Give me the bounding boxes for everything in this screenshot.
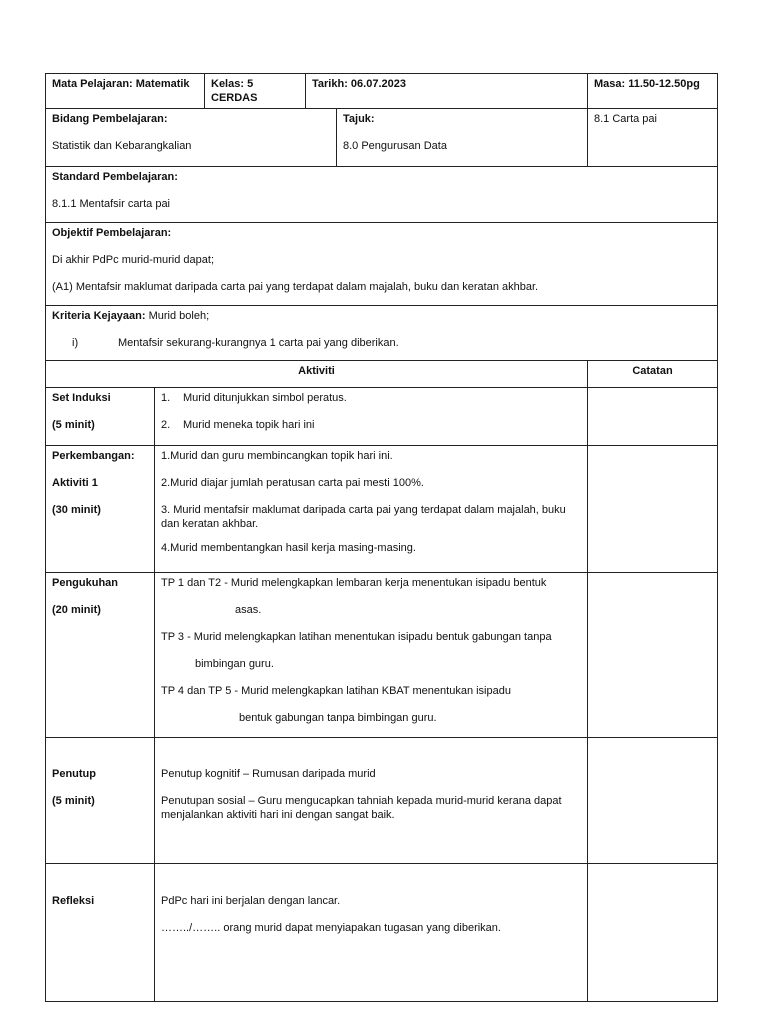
objective-line2: (A1) Mentafsir maklumat daripada carta pai yang terdapat dalam majalah, buku dan keratan akhbar. [52,281,539,293]
induction-activity-cell [155,388,588,446]
closure-cognitive: Penutup kognitif – Rumusan daripada murid [161,768,376,780]
criteria-item-text: Mentafsir sekurang-kurangnya 1 carta pai yang diberikan. [118,337,399,349]
reflection-line1: PdPc hari ini berjalan dengan lancar. [161,895,341,907]
closure-activity-cell [155,738,588,864]
header-row [46,74,718,109]
criteria-heading [52,309,711,323]
closure-social: Penutupan sosial – Guru mengucapkan tahniah kepada murid-murid kerana dapat menjalankan aktiviti hari ini dengan sangat baik. [161,795,562,821]
activity-header-row [46,361,718,388]
development-sub: Aktiviti 1 [52,477,98,489]
lesson-plan-table [45,73,718,1002]
standard-cell [46,167,718,223]
reinforcement-title: Pengukuhan [52,577,119,589]
reinforcement-tp3: TP 3 - Murid melengkapkan latihan menentukan isipadu bentuk gabungan tanpa [161,631,552,643]
criteria-cell [46,306,718,361]
development-item-4: 4.Murid membentangkan hasil kerja masing-masing. [161,542,416,554]
reflection-title: Refleksi [52,895,95,907]
reflection-notes-cell [588,864,718,1002]
field-topic-row [46,109,718,167]
topic-value: 8.0 Pengurusan Data [343,140,447,152]
induction-notes-cell [588,388,718,446]
reinforcement-tp45-cont: bentuk gabungan tanpa bimbingan guru. [239,712,437,724]
induction-item-1: 1. Murid ditunjukkan simbol peratus. [161,392,347,404]
induction-row [46,388,718,446]
reinforcement-tp45: TP 4 dan TP 5 - Murid melengkapkan latihan KBAT menentukan isipadu [161,685,511,697]
development-title: Perkembangan: [52,450,135,462]
field-value: Statistik dan Kebarangkalian [52,140,192,152]
criteria-item [52,336,711,350]
objective-label: Objektif Pembelajaran: [52,227,172,239]
subtopic-cell: 8.1 Carta pai [588,109,718,167]
closure-row [46,738,718,864]
reflection-row [46,864,718,1002]
induction-duration: (5 minit) [52,419,95,431]
topic-cell [337,109,588,167]
objective-cell [46,223,718,306]
closure-duration: (5 minit) [52,795,95,807]
reinforcement-duration: (20 minit) [52,604,101,616]
standard-value: 8.1.1 Mentafsir carta pai [52,198,171,210]
reinforcement-label-cell [46,573,155,738]
activity-column-header: Aktiviti [46,361,588,388]
subject-cell: Mata Pelajaran: Matematik [46,74,205,109]
reinforcement-tp12-cont: asas. [235,604,262,616]
field-cell [46,109,337,167]
reflection-line2: ……../…….. orang murid dapat menyiapakan tugasan yang diberikan. [161,922,501,934]
time-cell: Masa: 11.50-12.50pg [588,74,718,109]
development-item-3: 3. Murid mentafsir maklumat daripada carta pai yang terdapat dalam majalah, buku dan keratan akhbar. [161,504,566,530]
reflection-label-cell [46,864,155,1002]
development-activity-cell [155,446,588,573]
criteria-item-num: i) [72,337,79,349]
criteria-label: Kriteria Kejayaan: [52,310,146,322]
development-row [46,446,718,573]
topic-label: Tajuk: [343,113,375,125]
development-item-2: 2.Murid diajar jumlah peratusan carta pai mesti 100%. [161,477,424,489]
development-duration: (30 minit) [52,504,101,516]
lesson-plan [45,73,717,1002]
closure-notes-cell [588,738,718,864]
reinforcement-activity-cell [155,573,588,738]
induction-label-cell [46,388,155,446]
closure-title: Penutup [52,768,96,780]
induction-item-2: 2. Murid meneka topik hari ini [161,419,315,431]
reinforcement-row [46,573,718,738]
objective-line1: Di akhir PdPc murid-murid dapat; [52,254,215,266]
development-notes-cell [588,446,718,573]
criteria-row [46,306,718,361]
development-item-1: 1.Murid dan guru membincangkan topik hari ini. [161,450,393,462]
development-label-cell [46,446,155,573]
standard-label: Standard Pembelajaran: [52,171,178,183]
reflection-activity-cell [155,864,588,1002]
field-label: Bidang Pembelajaran: [52,113,168,125]
criteria-intro: Murid boleh; [145,310,210,322]
class-cell: Kelas: 5 CERDAS [205,74,306,109]
reinforcement-tp12: TP 1 dan T2 - Murid melengkapkan lembaran kerja menentukan isipadu bentuk [161,577,547,589]
objective-row [46,223,718,306]
reinforcement-notes-cell [588,573,718,738]
standard-row [46,167,718,223]
closure-label-cell [46,738,155,864]
notes-column-header: Catatan [588,361,718,388]
induction-title: Set Induksi [52,392,111,404]
date-cell: Tarikh: 06.07.2023 [306,74,588,109]
reinforcement-tp3-cont: bimbingan guru. [195,658,274,670]
